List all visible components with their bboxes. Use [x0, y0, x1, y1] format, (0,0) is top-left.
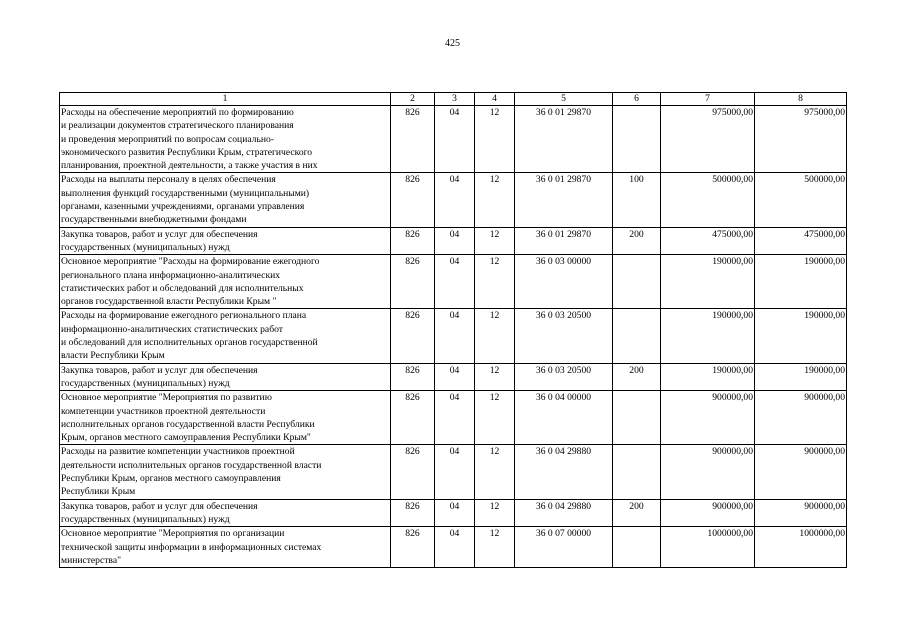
expense-type-cell [613, 527, 661, 568]
description-cell: Расходы на формирование ежегодного регионального плана информационно-аналитических статистических работ и обследований для исполнительных органов государственной власти Республики Крым [60, 309, 391, 363]
subsection-code-cell: 12 [475, 391, 515, 445]
section-code-cell: 04 [435, 309, 475, 363]
subsection-code-cell: 12 [475, 227, 515, 255]
table-row [60, 255, 847, 309]
section-code-cell: 04 [435, 227, 475, 255]
ministry-code-cell: 826 [391, 227, 435, 255]
column-header: 6 [613, 93, 661, 106]
subsection-code-cell: 12 [475, 173, 515, 227]
section-code-cell: 04 [435, 445, 475, 499]
ministry-code-cell: 826 [391, 309, 435, 363]
ministry-code-cell: 826 [391, 173, 435, 227]
section-code-cell: 04 [435, 173, 475, 227]
table-row [60, 106, 847, 173]
table-row [60, 227, 847, 255]
target-article-cell: 36 0 04 00000 [515, 391, 613, 445]
expense-type-cell [613, 309, 661, 363]
column-header: 7 [661, 93, 755, 106]
column-header: 8 [755, 93, 847, 106]
table-row [60, 309, 847, 363]
description-cell: Расходы на развитие компетенции участников проектной деятельности исполнительных органов государственной власти Республики Крым, органов местного самоуправления Республики Крым [60, 445, 391, 499]
description-cell: Основное мероприятие "Мероприятия по развитию компетенции участников проектной деятельности исполнительных органов государственной власти Республики Крым, органов местного самоуправления Республики Крым" [60, 391, 391, 445]
table-header-row [60, 93, 847, 106]
description-cell: Закупка товаров, работ и услуг для обеспечения государственных (муниципальных) нужд [60, 227, 391, 255]
section-code-cell: 04 [435, 499, 475, 527]
amount-year2-cell: 900000,00 [755, 391, 847, 445]
expense-type-cell [613, 255, 661, 309]
budget-table [59, 92, 847, 568]
amount-year1-cell: 475000,00 [661, 227, 755, 255]
ministry-code-cell: 826 [391, 445, 435, 499]
amount-year2-cell: 1000000,00 [755, 527, 847, 568]
column-header: 4 [475, 93, 515, 106]
section-code-cell: 04 [435, 363, 475, 391]
expense-type-cell [613, 391, 661, 445]
amount-year1-cell: 190000,00 [661, 255, 755, 309]
amount-year1-cell: 900000,00 [661, 499, 755, 527]
amount-year2-cell: 900000,00 [755, 499, 847, 527]
subsection-code-cell: 12 [475, 106, 515, 173]
target-article-cell: 36 0 03 00000 [515, 255, 613, 309]
target-article-cell: 36 0 04 29880 [515, 445, 613, 499]
section-code-cell: 04 [435, 255, 475, 309]
amount-year1-cell: 1000000,00 [661, 527, 755, 568]
subsection-code-cell: 12 [475, 255, 515, 309]
amount-year2-cell: 190000,00 [755, 309, 847, 363]
expense-type-cell [613, 445, 661, 499]
expense-type-cell: 100 [613, 173, 661, 227]
amount-year1-cell: 190000,00 [661, 309, 755, 363]
amount-year1-cell: 975000,00 [661, 106, 755, 173]
description-cell: Закупка товаров, работ и услуг для обеспечения государственных (муниципальных) нужд [60, 363, 391, 391]
expense-type-cell: 200 [613, 227, 661, 255]
amount-year2-cell: 190000,00 [755, 363, 847, 391]
ministry-code-cell: 826 [391, 106, 435, 173]
description-cell: Расходы на обеспечение мероприятий по формированию и реализации документов стратегического планирования и проведения мероприятий по вопросам социально- экономического развития Республики Крым, стратегического планирования, проектной деятельности, а также участия в них [60, 106, 391, 173]
page-number: 425 [445, 38, 460, 49]
target-article-cell: 36 0 07 00000 [515, 527, 613, 568]
description-cell: Закупка товаров, работ и услуг для обеспечения государственных (муниципальных) нужд [60, 499, 391, 527]
column-header: 2 [391, 93, 435, 106]
amount-year2-cell: 190000,00 [755, 255, 847, 309]
expense-type-cell: 200 [613, 499, 661, 527]
table-row [60, 363, 847, 391]
target-article-cell: 36 0 01 29870 [515, 106, 613, 173]
table-row [60, 527, 847, 568]
target-article-cell: 36 0 01 29870 [515, 227, 613, 255]
section-code-cell: 04 [435, 527, 475, 568]
description-cell: Расходы на выплаты персоналу в целях обеспечения выполнения функций государственными (муниципальными) органами, казенными учреждениями, органами управления государственными внебюджетными фондами [60, 173, 391, 227]
target-article-cell: 36 0 03 20500 [515, 309, 613, 363]
target-article-cell: 36 0 01 29870 [515, 173, 613, 227]
expense-type-cell [613, 106, 661, 173]
subsection-code-cell: 12 [475, 499, 515, 527]
description-cell: Основное мероприятие "Мероприятия по организации технической защиты информации в информационных системах министерства" [60, 527, 391, 568]
column-header: 1 [60, 93, 391, 106]
subsection-code-cell: 12 [475, 309, 515, 363]
subsection-code-cell: 12 [475, 363, 515, 391]
target-article-cell: 36 0 03 20500 [515, 363, 613, 391]
ministry-code-cell: 826 [391, 527, 435, 568]
column-header: 5 [515, 93, 613, 106]
expense-type-cell: 200 [613, 363, 661, 391]
target-article-cell: 36 0 04 29880 [515, 499, 613, 527]
ministry-code-cell: 826 [391, 255, 435, 309]
amount-year2-cell: 500000,00 [755, 173, 847, 227]
description-cell: Основное мероприятие "Расходы на формирование ежегодного регионального плана информационно-аналитических статистических работ и обследований для исполнительных органов государственной власти Республики Крым " [60, 255, 391, 309]
ministry-code-cell: 826 [391, 391, 435, 445]
amount-year1-cell: 500000,00 [661, 173, 755, 227]
amount-year2-cell: 900000,00 [755, 445, 847, 499]
amount-year1-cell: 900000,00 [661, 445, 755, 499]
amount-year2-cell: 975000,00 [755, 106, 847, 173]
amount-year2-cell: 475000,00 [755, 227, 847, 255]
subsection-code-cell: 12 [475, 527, 515, 568]
subsection-code-cell: 12 [475, 445, 515, 499]
table-row [60, 499, 847, 527]
table-row [60, 391, 847, 445]
table-row [60, 173, 847, 227]
column-header: 3 [435, 93, 475, 106]
section-code-cell: 04 [435, 106, 475, 173]
section-code-cell: 04 [435, 391, 475, 445]
amount-year1-cell: 900000,00 [661, 391, 755, 445]
ministry-code-cell: 826 [391, 499, 435, 527]
ministry-code-cell: 826 [391, 363, 435, 391]
table-row [60, 445, 847, 499]
amount-year1-cell: 190000,00 [661, 363, 755, 391]
